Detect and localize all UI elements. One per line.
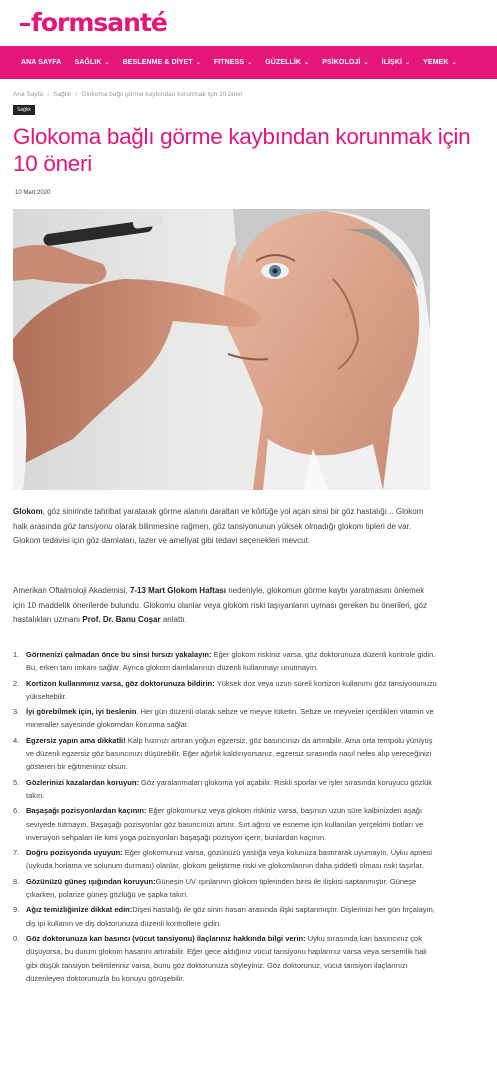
nav-item-label: PSİKOLOJİ [322, 59, 361, 66]
tip-heading: Göz doktorunuza kan basıncı (vücut tansiyonu) ilaçlarınız hakkında bilgi verin: [26, 933, 306, 943]
logo-bar [0, 0, 497, 46]
para2-text-2: nedeniyle, glokomun görme kaybı yaratmasını önlemek için 10 maddelik önerilerde bulundu. Glokomu olanlar veya glokom riski taşıyanların uyması gereken bu önerileri, göz hastalıkları uzmanı [13, 586, 427, 625]
tip-heading: Gözünüzü güneş ışığından koruyun: [26, 876, 156, 886]
nav-item-label: YEMEK [423, 59, 449, 66]
chevron-right-icon: › [47, 91, 50, 98]
tip-text: Yüksek doz veya uzun süreli kortizon kullanımı göz tansiyonunuzu yükseltebilir. [26, 678, 437, 701]
para2-author: Prof. Dr. Banu Coşar [82, 615, 161, 625]
article-date: 10 Mart 2020 [15, 190, 51, 196]
chevron-down-icon: ⌄ [451, 60, 457, 66]
para2-text-1: Amerikan Oftalmoloji Akademisi, [13, 586, 130, 595]
tip-number: 6. [13, 806, 20, 816]
tip-heading: Ağız temizliğinize dikkat edin: [26, 905, 133, 915]
tip-heading: Egzersiz yapın ama dikkatli! [26, 735, 126, 745]
tip-heading: Gözlerinizi kazalardan koruyun: [26, 777, 139, 787]
breadcrumb-category[interactable]: Sağlık [53, 91, 72, 98]
tip-text: Göz yaralanmaları glokoma yol açabilir. Riskli sporlar ve işler sırasında koruyucu gözlük takın. [26, 777, 432, 800]
tip-number: 9. [13, 905, 20, 915]
tip-text: Uyku sırasında kan basıncınız çok düşüyorsa, bu durum glokom hasarını artırabilir. Eğer gece aldığınız vücut tansiyonu haplarınız varsa veya sersemlik hali gibi düşük tansiyon belirtileriniz varsa, bunu göz doktorunuza söyleyiniz. Göz doktorunuz, vücut tansiyon ilaçlarınızı düzenleyen doktorunuzla bu konuyu görüşebilir. [26, 933, 427, 983]
intro-italic: göz tansiyonu [63, 521, 113, 531]
nav-item-label: SAĞLIK [74, 59, 102, 66]
tip-heading: Doğru pozisyonda uyuyun: [26, 848, 123, 858]
nav-item-ana-sayfa[interactable] [21, 59, 61, 66]
nav-item-psi-koloji-[interactable] [322, 59, 368, 66]
intro-text-2: olarak bilinmesine rağmen, göz tansiyonunun yüksek olmadığı glokom tipleri de var. Glokom tedavisi için göz damlaları, lazer ve ameliyat gibi tedavi seçenekleri mevcut. [13, 521, 412, 546]
list-item [13, 705, 437, 732]
tip-number: 7. [13, 848, 20, 858]
article-title: Glokoma bağlı görme kaybından korunmak için 10 öneri [13, 124, 471, 176]
nav-item-sağlik[interactable] [74, 59, 109, 66]
chevron-down-icon: ⌄ [363, 60, 369, 66]
list-item [13, 903, 437, 930]
chevron-right-icon: › [75, 91, 78, 98]
logo-dash [20, 23, 30, 26]
tip-text: Eğer glokomunuz varsa, gözünüzü yastığa veya kolunuza bastırarak uyumayın. Uyku apnesi (uykuda horlama ve solunum durması) olanlar, glokom geliştirme riski ve glokomlarının daha şiddetli olması riski taşırlar. [26, 848, 433, 871]
nav-item-i-li-şki-[interactable] [382, 59, 411, 66]
tip-number: 3. [13, 707, 20, 717]
nav-item-güzelli-k[interactable] [265, 59, 309, 66]
nav-item-fitness[interactable] [214, 59, 252, 66]
nav-item-label: FITNESS [213, 59, 245, 66]
list-item [13, 648, 437, 675]
nav-item-label: ANA SAYFA [21, 59, 62, 66]
list-item [13, 804, 437, 844]
tip-number: 5. [13, 777, 20, 787]
list-item [13, 734, 437, 774]
tip-text: Kalp hızınızı artıran yoğun egzersiz, göz basıncınızı da artırabilir. Ama orta tempolu yürüyüş ve düzenli egzersiz göz basıncınızı düşürebilir. Eğer ağırlık kaldırıyorsanız, egzersiz sırasında nasıl nefes alıp vereceğinizi gösteren bir eğitmeniniz olsun. [26, 735, 433, 772]
tips-list [13, 648, 437, 987]
list-item [13, 932, 437, 985]
site-logo[interactable] [20, 10, 497, 36]
list-item [13, 846, 437, 873]
chevron-down-icon: ⌄ [247, 60, 253, 66]
article-intro [13, 505, 433, 549]
tip-text: Güneşin UV ışınlarının glokom tiplerinden birisi ile ilişkisi saptanmıştır. Güneşe çıkarken, polarize güneş gözlüğü ve şapka takın. [26, 876, 417, 900]
tip-heading: Görmenizi çalmadan önce bu sinsi hırsızı yakalayın: [26, 650, 212, 659]
article-paragraph-2 [13, 584, 433, 628]
breadcrumb [13, 91, 243, 98]
tip-heading: Kortizon kullanmınız varsa, göz doktorunuza bildirin: [26, 678, 215, 688]
chevron-down-icon: ⌄ [405, 60, 411, 66]
tip-number: 1. [13, 650, 20, 659]
intro-term: Glokom [13, 507, 43, 516]
tip-text: Eğer glokom riskiniz varsa, göz doktorunuza düzenli kontrole gidin. Bu, erken tanı imkanı sağlar. Ayrıca glokom damlalarınızı düzenli kullanmayı unutmayın. [26, 650, 436, 673]
nav-item-label: GÜZELLİK [265, 59, 302, 66]
tip-number: 0. [13, 933, 20, 943]
logo-text: formsanté [31, 8, 167, 37]
category-badge[interactable]: Sağlık [13, 105, 35, 115]
tip-number: 4. [13, 735, 20, 745]
nav-item-beslenme-di-yet[interactable] [123, 59, 201, 66]
list-item [13, 776, 437, 803]
intro-text-1: , göz sinirinde tahribat yaratarak görme alanını daraltan ve körlüğe yol açan sinsi bir göz hastalığı... Glokom halk arasında [13, 507, 424, 531]
para2-bold-1: 7-13 Mart Glokom Haftası [129, 586, 226, 595]
site-header [0, 0, 497, 66]
article-hero-image [13, 209, 430, 490]
eye-exam-illustration [13, 209, 430, 490]
breadcrumb-current: Glokoma bağlı görme kaybından korunmak için 10 öneri [81, 91, 243, 98]
nav-item-label: BESLENME & DİYET [122, 59, 193, 66]
main-navigation [0, 46, 497, 79]
tip-text: . Her gün düzenli olarak sebze ve meyve tüketin. Sebze ve meyveler içerdikleri vitamin ve mineraller sayesinde glokomdan korunma sağlar. [26, 707, 434, 730]
list-item [13, 677, 437, 704]
chevron-down-icon: ⌄ [104, 60, 110, 66]
nav-item-label: İLİŞKİ [381, 59, 403, 66]
list-item [13, 875, 437, 902]
tip-heading: İyi görebilmek için, iyi beslenin [26, 707, 137, 717]
nav-item-yemek[interactable] [423, 59, 457, 66]
tip-text: Dişeti hastalığı ile göz sinirı hasarı arasında ilişki saptanmıştır. Dişlerinizi her gün fırçalayın, diş ipi kullanın ve diş doktorunuza düzenli kontrollere gidin. [26, 905, 435, 928]
tip-heading: Başaşağı pozisyonlardan kaçının: [26, 806, 147, 816]
chevron-down-icon: ⌄ [195, 60, 201, 66]
para2-text-3: anlattı. [160, 615, 187, 625]
tip-number: 2. [13, 678, 20, 688]
tip-number: 8. [13, 876, 20, 886]
tip-text: Eğer glokomunuz veya glokom riskiniz varsa, başınızı uzun süre kalbinizden aşağı seviyede tutmayın. Başaşağı pozisyonlar göz basıncınızı artırır. Sırt ağrısı ve esneme için kullanılan yerçekimi botları ve inversiyon sehpaları ile kimi yoga pozisyonları başaşağı pozisyon içerir, bunlardan kaçının. [26, 806, 424, 842]
chevron-down-icon: ⌄ [304, 60, 310, 66]
breadcrumb-home[interactable]: Ana Sayfa [13, 91, 43, 98]
